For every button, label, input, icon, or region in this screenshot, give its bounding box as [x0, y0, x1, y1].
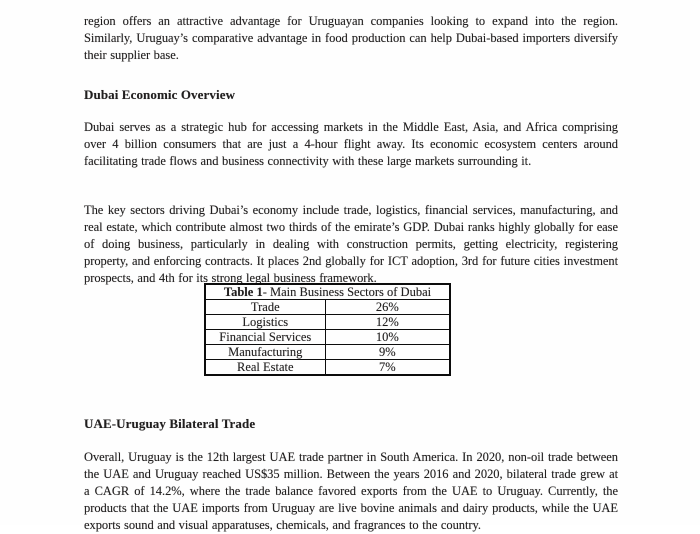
share-cell: 12%	[325, 315, 450, 330]
sector-cell: Manufacturing	[205, 345, 325, 360]
sector-cell: Financial Services	[205, 330, 325, 345]
table-caption	[205, 284, 450, 300]
paragraph-key-sectors: The key sectors driving Dubai’s economy include trade, logistics, financial services, manufacturing, and real estate, which contribute almost two thirds of the emirate’s GDP. Dubai ranks highly globally for ease of doing business, particularly in dealing with construction permits, getting electricity, registering property, and enforcing contracts. It places 2nd globally for ICT adoption, 3rd for future cities investment prospects, and 4th for its strong legal business framework.	[84, 202, 618, 285]
table-row	[205, 330, 450, 345]
table-caption-row	[205, 284, 450, 300]
paragraph-dubai-hub: Dubai serves as a strategic hub for accessing markets in the Middle East, Asia, and Africa comprising over 4 billion consumers that are just a 4-hour flight away. Its economic ecosystem centers around facilitating trade flows and business connectivity with these large markets surrounding it.	[84, 119, 618, 168]
paragraph-bilateral-trade: Overall, Uruguay is the 12th largest UAE trade partner in South America. In 2020, non-oil trade between the UAE and Uruguay reached US$35 million. Between the years 2016 and 2020, bilateral trade grew at a CAGR of 14.2%, where the trade balance favored exports from the UAE to Uruguay. Currently, the products that the UAE imports from Uruguay are live bovine animals and dairy products, while the UAE exports sound and visual apparatuses, chemicals, and fragrances to the country.	[84, 449, 618, 532]
paragraph-continuation: region offers an attractive advantage for Uruguayan companies looking to expand into the region. Similarly, Uruguay’s comparative advantage in food production can help Dubai-based importers diversify their supplier base.	[84, 13, 618, 62]
table-row	[205, 300, 450, 315]
table-caption-text: - Main Business Sectors of Dubai	[262, 285, 432, 299]
heading-dubai-economic-overview: Dubai Economic Overview	[84, 86, 236, 102]
share-cell: 9%	[325, 345, 450, 360]
table-row	[205, 345, 450, 360]
heading-uae-uruguay-bilateral-trade: UAE-Uruguay Bilateral Trade	[84, 415, 256, 431]
table-row	[205, 315, 450, 330]
sector-cell: Trade	[205, 300, 325, 315]
business-sectors-table	[204, 283, 451, 376]
share-cell: 26%	[325, 300, 450, 315]
sector-cell: Real Estate	[205, 360, 325, 376]
share-cell: 7%	[325, 360, 450, 376]
share-cell: 10%	[325, 330, 450, 345]
sector-cell: Logistics	[205, 315, 325, 330]
table-caption-label: Table 1	[223, 285, 263, 299]
table-row	[205, 360, 450, 376]
